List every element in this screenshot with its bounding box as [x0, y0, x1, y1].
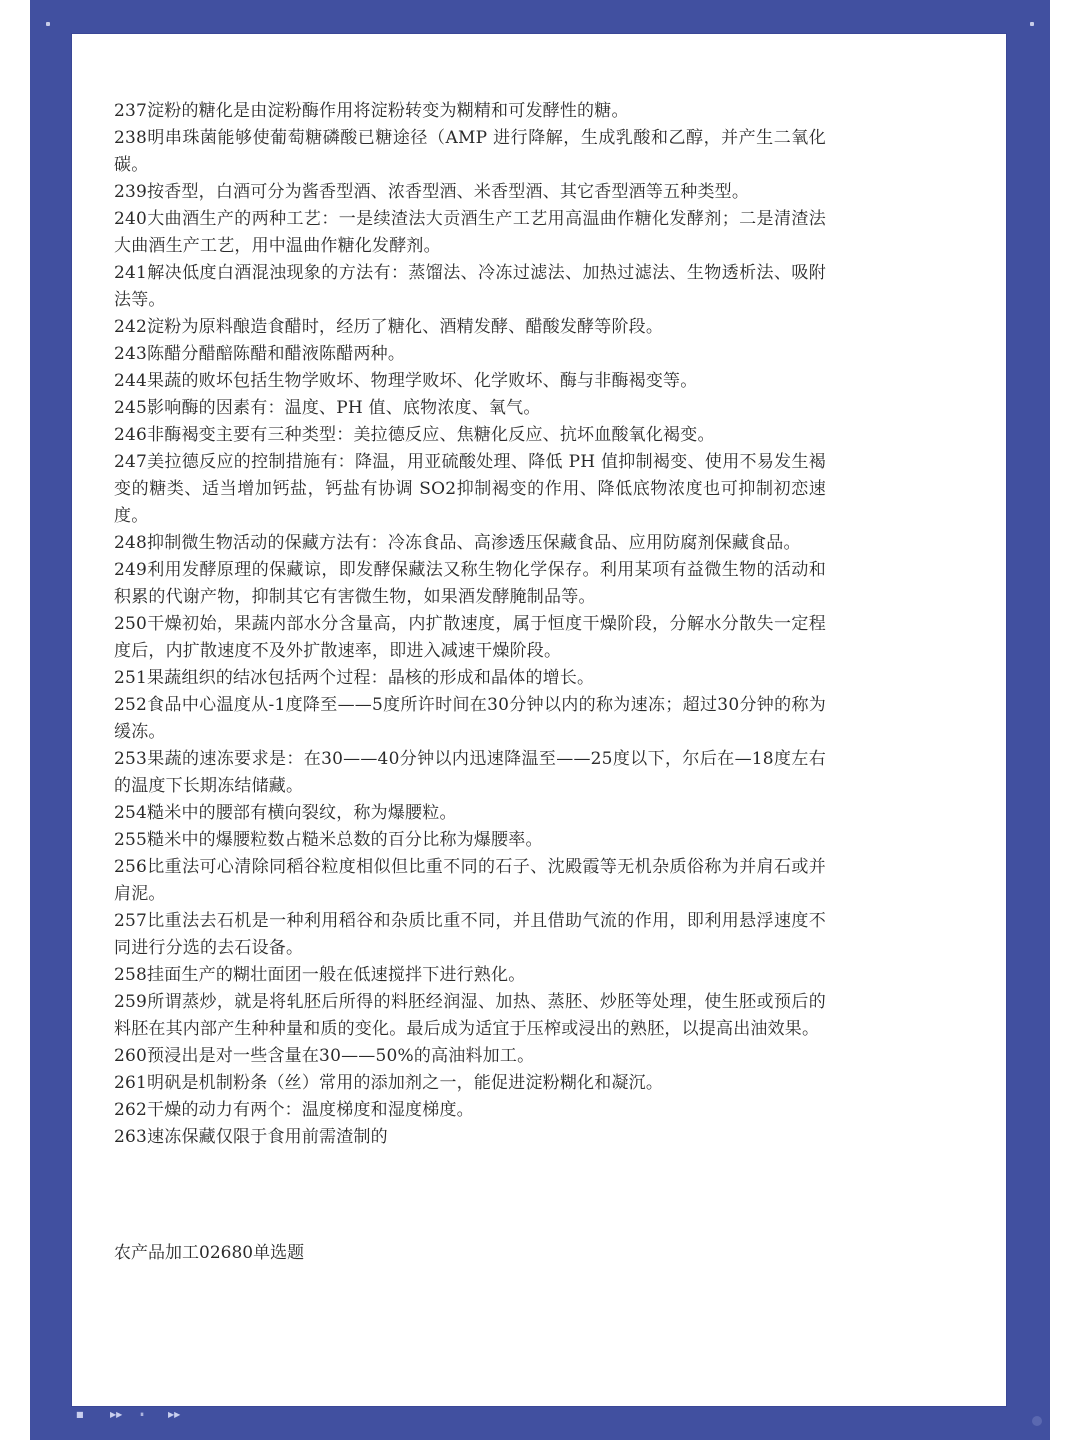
- entry-241: 241解决低度白酒混浊现象的方法有：蒸馏法、冷冻过滤法、加热过滤法、生物透析法、吸附法等。: [114, 263, 826, 310]
- entry-250: 250干燥初始，果蔬内部水分含量高，内扩散速度，属于恒度干燥阶段，分解水分散失一定程度后，内扩散速度不及外扩散速率，即进入减速干燥阶段。: [114, 614, 826, 661]
- entry-262: 262干燥的动力有两个：温度梯度和湿度梯度。: [114, 1100, 474, 1120]
- entry-256: 256比重法可心清除同稻谷粒度相似但比重不同的石子、沈殿霞等无机杂质俗称为并肩石或并肩泥。: [114, 857, 826, 904]
- footer-title: 农产品加工02680单选题: [114, 1243, 305, 1263]
- document-body: [114, 98, 826, 1151]
- entry-240: 240大曲酒生产的两种工艺：一是续渣法大贡酒生产工艺用高温曲作糖化发酵剂；二是清渣法大曲酒生产工艺，用中温曲作糖化发酵剂。: [114, 209, 826, 256]
- entry-245: 245影响酶的因素有：温度、PH 值、底物浓度、氧气。: [114, 398, 541, 418]
- entry-237: 237淀粉的糖化是由淀粉酶作用将淀粉转变为糊精和可发酵性的糖。: [114, 101, 629, 121]
- entry-239: 239按香型，白酒可分为酱香型酒、浓香型酒、米香型酒、其它香型酒等五种类型。: [114, 182, 750, 202]
- previous-icon[interactable]: ▶▶: [110, 1410, 123, 1419]
- entry-243: 243陈醋分醋醅陈醋和醋液陈醋两种。: [114, 344, 406, 364]
- corner-mark-right: [1030, 22, 1034, 26]
- entry-242: 242淀粉为原料酿造食醋时，经历了糖化、酒精发酵、醋酸发酵等阶段。: [114, 317, 664, 337]
- entry-261: 261明矾是机制粉条（丝）常用的添加剂之一，能促进淀粉糊化和凝沉。: [114, 1073, 664, 1093]
- menu-icon[interactable]: ■: [76, 1410, 84, 1419]
- entry-260: 260预浸出是对一些含量在30——50%的高油料加工。: [114, 1046, 535, 1066]
- entry-257: 257比重法去石机是一种利用稻谷和杂质比重不同，并且借助气流的作用，即利用悬浮速度不同进行分选的去石设备。: [114, 911, 826, 958]
- next-icon[interactable]: ▶▶: [168, 1410, 181, 1419]
- entry-253: 253果蔬的速冻要求是：在30——40分钟以内迅速降温至——25度以下，尔后在—18度左右的温度下长期冻结储藏。: [114, 749, 826, 796]
- entry-254: 254糙米中的腰部有横向裂纹，称为爆腰粒。: [114, 803, 457, 823]
- corner-mark-left: [46, 22, 50, 26]
- entry-259: 259所谓蒸炒，就是将轧胚后所得的料胚经润湿、加热、蒸胚、炒胚等处理，使生胚或预后的料胚在其内部产生种种量和质的变化。最后成为适宜于压榨或浸出的熟胚，以提高出油效果。: [114, 992, 826, 1039]
- entry-249: 249利用发酵原理的保藏谅，即发酵保藏法又称生物化学保存。利用某项有益微生物的活动和积累的代谢产物，抑制其它有害微生物，如果酒发酵腌制品等。: [114, 560, 826, 607]
- media-controls: [76, 1408, 206, 1426]
- entry-238: 238明串珠菌能够使葡萄糖磷酸已糖途径（AMP 进行降解，生成乳酸和乙醇，并产生二氧化碳。: [114, 128, 826, 175]
- entry-255: 255糙米中的爆腰粒数占糙米总数的百分比称为爆腰率。: [114, 830, 543, 850]
- entry-246: 246非酶褐变主要有三种类型：美拉德反应、焦糖化反应、抗坏血酸氧化褐变。: [114, 425, 715, 445]
- entry-258: 258挂面生产的糊壮面团一般在低速搅拌下进行熟化。: [114, 965, 526, 985]
- entry-247: 247美拉德反应的控制措施有：降温，用亚硫酸处理、降低 PH 值抑制褐变、使用不易发生褐变的糖类、适当增加钙盐，钙盐有协调 SO2抑制褐变的作用、降低底物浓度也可抑制初恋速度。: [114, 452, 826, 526]
- entry-252: 252食品中心温度从-1度降至——5度所许时间在30分钟以内的称为速冻；超过30分钟的称为缓冻。: [114, 695, 826, 742]
- watermark-icon: [1032, 1416, 1042, 1426]
- pause-icon[interactable]: ⏸: [140, 1410, 144, 1419]
- entry-244: 244果蔬的败坏包括生物学败坏、物理学败坏、化学败坏、酶与非酶褐变等。: [114, 371, 698, 391]
- entry-251: 251果蔬组织的结冰包括两个过程：晶核的形成和晶体的增长。: [114, 668, 595, 688]
- entry-263: 263速冻保藏仅限于食用前需渣制的: [114, 1127, 388, 1147]
- entry-248: 248抑制微生物活动的保藏方法有：冷冻食品、高渗透压保藏食品、应用防腐剂保藏食品。: [114, 533, 801, 553]
